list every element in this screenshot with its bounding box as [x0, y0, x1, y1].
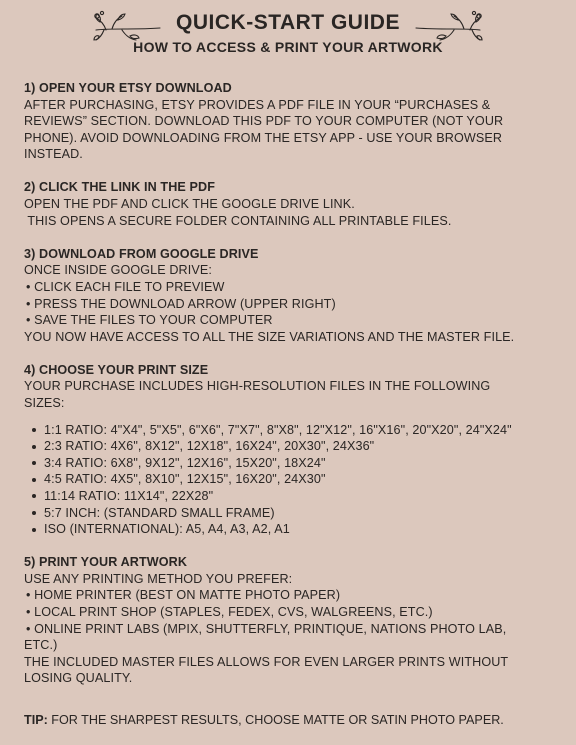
section-download-google-drive [24, 246, 554, 346]
section-heading: 4) CHOOSE YOUR PRINT SIZE [24, 362, 209, 377]
list-item: 4:5 RATIO: 4X5", 8X10", 12X15", 16X20", 24X30" [24, 471, 554, 488]
guide-content [24, 80, 554, 704]
section-text: YOU NOW HAVE ACCESS TO ALL THE SIZE VARIATIONS AND THE MASTER FILE. [24, 329, 515, 344]
section-text: REVIEWS” SECTION. DOWNLOAD THIS PDF TO YOUR COMPUTER (NOT YOUR [24, 114, 504, 129]
section-heading: 5) PRINT YOUR ARTWORK [24, 555, 188, 570]
page-title: QUICK-START GUIDE [176, 11, 400, 34]
section-choose-print-size [24, 362, 554, 538]
section-text: LOSING QUALITY. [24, 671, 133, 686]
list-item: ISO (INTERNATIONAL): A5, A4, A3, A2, A1 [24, 521, 554, 538]
list-item: • HOME PRINTER (BEST ON MATTE PHOTO PAPER) [26, 588, 341, 603]
page-header [0, 6, 576, 56]
section-heading: 3) DOWNLOAD FROM GOOGLE DRIVE [24, 246, 259, 261]
list-item: • PRESS THE DOWNLOAD ARROW (UPPER RIGHT) [26, 296, 336, 311]
page-subtitle: HOW TO ACCESS & PRINT YOUR ARTWORK [133, 39, 443, 55]
list-item: • SAVE THE FILES TO YOUR COMPUTER [26, 313, 273, 328]
section-text: THIS OPENS A SECURE FOLDER CONTAINING ALL PRINTABLE FILES. [24, 213, 452, 228]
section-print-artwork [24, 554, 554, 687]
section-text: SIZES: [24, 396, 65, 410]
tip-text: FOR THE SHARPEST RESULTS, CHOOSE MATTE OR SATIN PHOTO PAPER. [47, 713, 504, 727]
section-text: ONCE INSIDE GOOGLE DRIVE: [24, 263, 212, 278]
floral-flourish-icon [92, 8, 162, 46]
section-open-etsy-download [24, 80, 554, 163]
list-item: • ONLINE PRINT LABS (MPIX, SHUTTERFLY, PRINTIQUE, NATIONS PHOTO LAB, [26, 621, 507, 636]
section-heading: 2) CLICK THE LINK IN THE PDF [24, 180, 216, 195]
list-item: • LOCAL PRINT SHOP (STAPLES, FEDEX, CVS, WALGREENS, ETC.) [26, 605, 433, 620]
list-item: 5:7 INCH: (STANDARD SMALL FRAME) [24, 505, 554, 522]
section-heading: 1) OPEN YOUR ETSY DOWNLOAD [24, 81, 232, 95]
section-click-link [24, 179, 554, 229]
section-text: OPEN THE PDF AND CLICK THE GOOGLE DRIVE LINK. [24, 197, 355, 212]
section-text: YOUR PURCHASE INCLUDES HIGH-RESOLUTION FILES IN THE FOLLOWING [24, 379, 491, 394]
section-text: INSTEAD. [24, 147, 83, 162]
section-text: ETC.) [24, 638, 58, 653]
size-list [24, 422, 554, 538]
list-item: 11:14 RATIO: 11X14", 22X28" [24, 488, 554, 505]
list-item: 1:1 RATIO: 4"X4", 5"X5", 6"X6", 7"X7", 8"X8", 12"X12", 16"X16", 20"X20", 24"X24" [24, 422, 554, 439]
tip-note [24, 712, 504, 728]
section-text: USE ANY PRINTING METHOD YOU PREFER: [24, 571, 293, 586]
tip-label: TIP: [24, 713, 48, 727]
section-text: AFTER PURCHASING, ETSY PROVIDES A PDF FILE IN YOUR “PURCHASES & [24, 97, 491, 112]
list-item: 3:4 RATIO: 6X8", 9X12", 12X16", 15X20", 18X24" [24, 455, 554, 472]
section-text: PHONE). AVOID DOWNLOADING FROM THE ETSY APP - USE YOUR BROWSER [24, 130, 503, 145]
section-text: THE INCLUDED MASTER FILES ALLOWS FOR EVEN LARGER PRINTS WITHOUT [24, 654, 509, 669]
list-item: 2:3 RATIO: 4X6", 8X12", 12X18", 16X24", 20X30", 24X36" [24, 438, 554, 455]
floral-flourish-icon [414, 8, 484, 46]
list-item: • CLICK EACH FILE TO PREVIEW [26, 279, 225, 294]
